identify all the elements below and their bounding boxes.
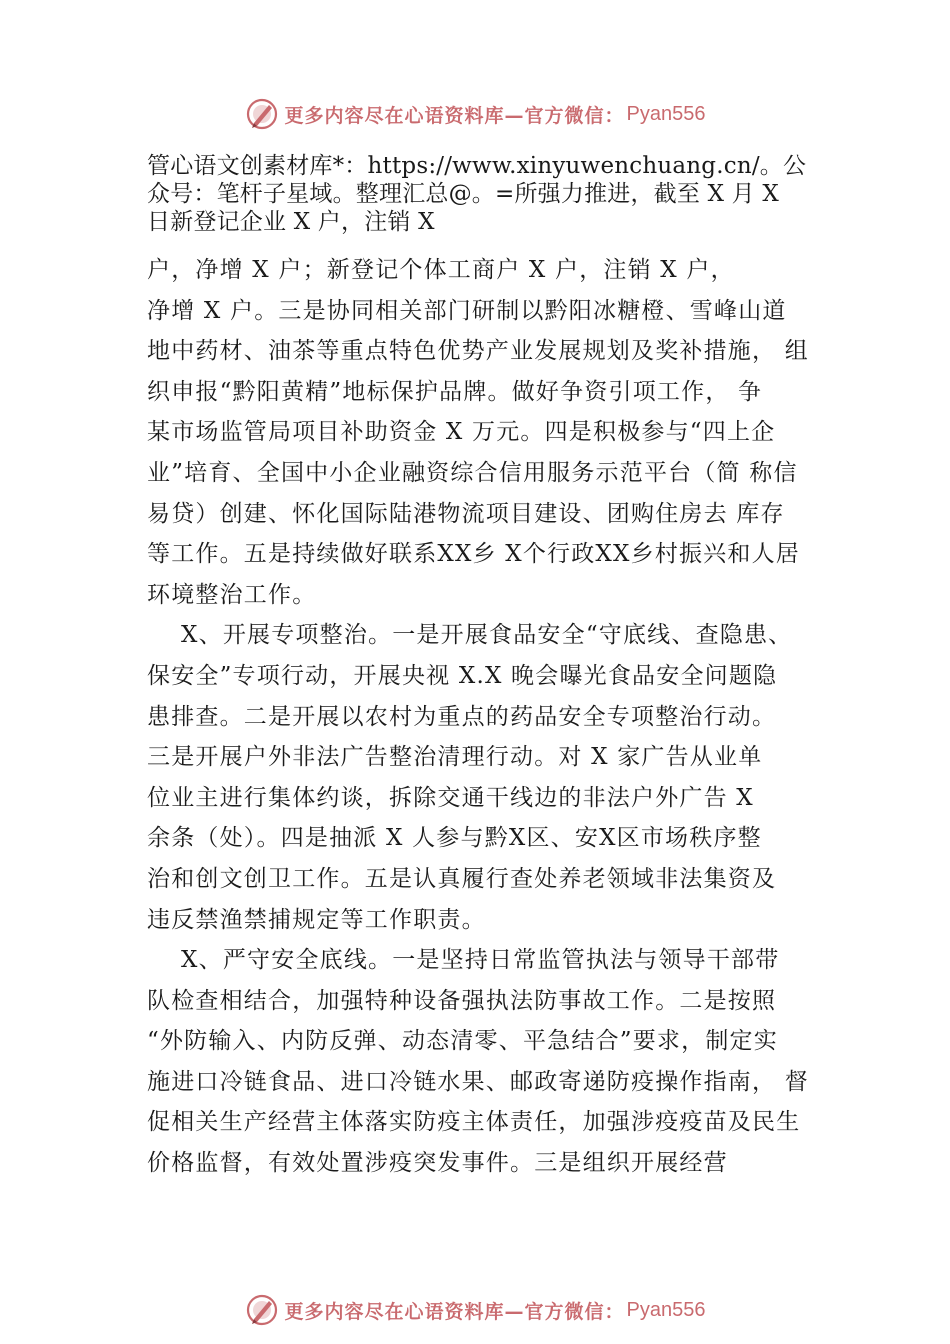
text-line: 三是开展户外非法广告整治清理行动。对 X 家广告从业单: [147, 744, 763, 771]
document-body: [147, 152, 837, 1184]
text-line: 众号：笔杆子星域。整理汇总@。=所强力推进，截至 X 月 X: [147, 181, 779, 207]
banner-wechat-id: Pyan556: [626, 102, 706, 125]
text-line: 价格监督，有效处置涉疫突发事件。三是组织开展经营: [147, 1150, 728, 1177]
text-line: 治和创文创卫工作。五是认真履行查处养老领域非法集资及: [147, 865, 777, 892]
text-line: 等工作。五是持续做好联系XX乡 X个行政XX乡村振兴和人居: [147, 541, 800, 568]
pen-seal-logo-icon: [245, 1293, 279, 1327]
text-line: 队检查相结合，加强特种设备强执法防事故工作。二是按照: [147, 987, 777, 1014]
pen-seal-logo-icon: [245, 97, 279, 131]
text-line: 管心语文创素材库*：https://www.xinyuwenchuang.cn/。公: [147, 153, 807, 179]
text-line: 净增 X 户。三是协同相关部门研制以黔阳冰糖橙、雪峰山道: [147, 297, 787, 324]
text-line: 违反禁渔禁捕规定等工作职责。: [147, 906, 486, 933]
paragraph-start: X、开展专项整治。一是开展食品安全“守底线、查隐患、: [147, 622, 793, 649]
text-line: 织申报“黔阳黄精”地标保护品牌。做好争资引项工作， 争: [147, 378, 763, 405]
text-line: 业”培育、全国中小企业融资综合信用服务示范平台（简 称信: [147, 459, 798, 486]
text-line: 易贷）创建、怀化国际陆港物流项目建设、团购住房去 库存: [147, 500, 785, 527]
banner-text: 更多内容尽在心语资料库—官方微信：: [284, 104, 625, 127]
text-line: 余条（处）。四是抽派 X 人参与黔X区、安X区市场秩序整: [147, 825, 762, 852]
banner-text: 更多内容尽在心语资料库—官方微信：: [284, 1300, 625, 1323]
footer-banner: [0, 1290, 950, 1330]
text-line: 保安全”专项行动，开展央视 X.X 晚会曝光食品安全问题隐: [147, 662, 778, 689]
text-line: “外防输入、内防反弹、动态清零、平急结合”要求，制定实: [147, 1028, 778, 1055]
paragraph-start: X、严守安全底线。一是坚持日常监管执法与领导干部带: [147, 947, 780, 974]
header-banner: [0, 94, 950, 134]
text-line: 位业主进行集体约谈，拆除交通干线边的非法户外广告 X: [147, 784, 754, 811]
text-line: 促相关生产经营主体落实防疫主体责任，加强涉疫疫苗及民生: [147, 1109, 801, 1136]
text-line: 某市场监管局项目补助资金 X 万元。四是积极参与“四上企: [147, 419, 776, 446]
text-line: 施进口冷链食品、进口冷链水果、邮政寄递防疫操作指南， 督: [147, 1068, 809, 1095]
banner-wechat-id: Pyan556: [626, 1298, 706, 1321]
text-line: 地中药材、油茶等重点特色优势产业发展规划及奖补措施， 组: [147, 338, 809, 365]
text-line: 患排查。二是开展以农村为重点的药品安全专项整治行动。: [147, 703, 777, 730]
text-line: 日新登记企业 X 户，注销 X: [147, 209, 435, 235]
text-line: 户，净增 X 户；新登记个体工商户 X 户，注销 X 户，: [147, 257, 735, 283]
text-line: 环境整治工作。: [147, 581, 317, 608]
